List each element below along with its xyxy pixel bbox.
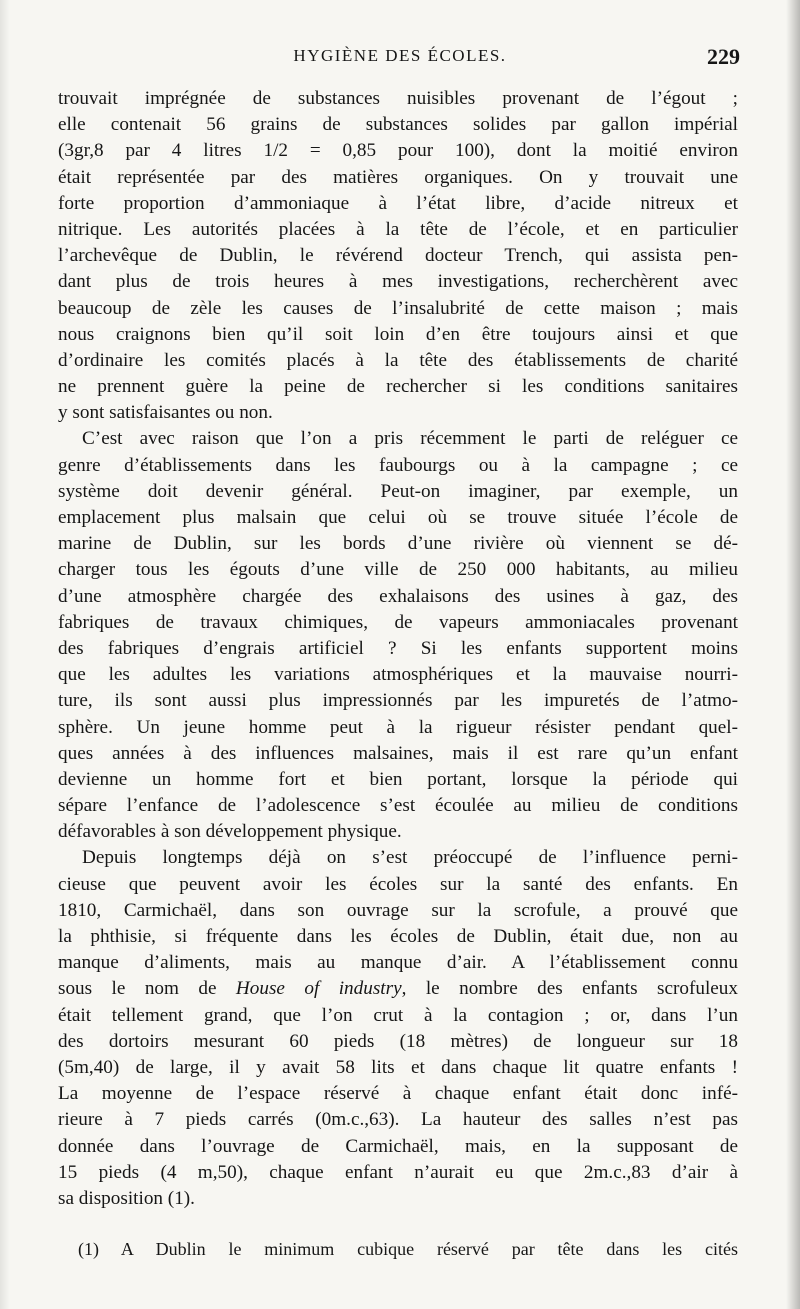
text-line: d’ordinaire les comités placés à la tête des établissements de charité	[58, 349, 738, 371]
text-line: donnée dans l’ouvrage de Carmichaël, mais, en la supposant de	[58, 1135, 738, 1157]
text-line: emplacement plus malsain que celui où se trouve située l’école de	[58, 507, 738, 528]
text-line: devienne un homme fort et bien portant, lorsque la période qui	[58, 768, 738, 790]
text-line: 15 pieds (4 m,50), chaque enfant n’aurait eu que 2m.c.,83 d’air à	[58, 1161, 738, 1183]
text-line: sphère. Un jeune homme peut à la rigueur résister pendant quel-	[58, 716, 738, 738]
text-line: forte proportion d’ammoniaque à l’état libre, d’acide nitreux et	[58, 192, 738, 214]
text-line: ture, ils sont aussi plus impressionnés par les impuretés de l’atmo-	[58, 690, 738, 712]
text-line: d’une atmosphère chargée des exhalaisons des usines à gaz, des	[58, 585, 738, 607]
text-line: C’est avec raison que l’on a pris récemment le parti de reléguer ce	[82, 428, 738, 450]
text-line: défavorables à son développement physique.	[58, 821, 402, 843]
text-line: fabriques de travaux chimiques, de vapeurs ammoniacales provenant	[58, 611, 738, 633]
text-line: était représentée par des matières organiques. On y trouvait une	[58, 166, 738, 188]
text-line: cieuse que peuvent avoir les écoles sur la santé des enfants. En	[58, 873, 738, 895]
text-line: sa disposition (1).	[58, 1187, 195, 1209]
text-line: était tellement grand, que l’on crut à la contagion ; or, dans l’un	[58, 1004, 738, 1026]
page-header	[60, 44, 740, 76]
text-line: nitrique. Les autorités placées à la tête de l’école, et en particulier	[58, 218, 738, 240]
text-line	[58, 976, 738, 1002]
text-fragment: , le nombre des enfants scrofuleux	[401, 978, 738, 1000]
text-line: genre d’établissements dans les faubourgs ou à la campagne ; ce	[58, 454, 738, 476]
text-line: charger tous les égouts d’une ville de 250 000 habitants, au milieu	[58, 559, 738, 581]
text-line: (3gr,8 par 4 litres 1/2 = 0,85 pour 100), dont la moitié environ	[58, 140, 738, 162]
text-line: nous craignons bien qu’il soit loin d’en être toujours ainsi et que	[58, 323, 738, 345]
text-line: beaucoup de zèle les causes de l’insalubrité de cette maison ; mais	[58, 297, 738, 319]
text-line: marine de Dublin, sur les bords d’une rivière où viennent se dé-	[58, 533, 738, 555]
text-line: La moyenne de l’espace réservé à chaque enfant était donc infé-	[58, 1083, 738, 1105]
text-line: sépare l’enfance de l’adolescence s’est écoulée au milieu de conditions	[58, 795, 738, 817]
text-line: trouvait imprégnée de substances nuisibles provenant de l’égout ;	[58, 88, 738, 109]
text-line: elle contenait 56 grains de substances solides par gallon impérial	[58, 114, 738, 136]
text-line: des fabriques d’engrais artificiel ? Si les enfants supportent moins	[58, 637, 738, 659]
running-title: HYGIÈNE DES ÉCOLES.	[293, 46, 507, 65]
text-line: ne prennent guère la peine de rechercher si les conditions sanitaires	[58, 376, 738, 398]
text-line: l’archevêque de Dublin, le révérend docteur Trench, qui assista pen-	[58, 245, 738, 267]
text-line: ques années à des influences malsaines, mais il est rare qu’un enfant	[58, 742, 738, 764]
text-line: la phthisie, si fréquente dans les écoles de Dublin, était due, non au	[58, 926, 738, 947]
page-edge-shadow	[786, 0, 800, 1309]
footnote	[78, 1236, 738, 1262]
text-line: Depuis longtemps déjà on s’est préoccupé de l’influence perni-	[82, 847, 738, 869]
text-line: manque d’aliments, mais au manque d’air. A l’établissement connu	[58, 952, 738, 974]
body-text	[58, 86, 738, 1212]
text-line: 1810, Carmichaël, dans son ouvrage sur la scrofule, a prouvé que	[58, 899, 738, 921]
text-line: rieure à 7 pieds carrés (0m.c.,63). La hauteur des salles n’est pas	[58, 1109, 738, 1131]
page-number: 229	[707, 44, 740, 69]
text-line: que les adultes les variations atmosphériques et la mauvaise nourri-	[58, 664, 738, 686]
text-fragment: sous le nom de	[58, 978, 236, 1000]
italic-title: House of industry	[235, 978, 402, 1000]
page-gutter-shadow	[0, 0, 10, 1309]
text-line: y sont satisfaisantes ou non.	[58, 402, 273, 424]
text-line: système doit devenir général. Peut-on imaginer, par exemple, un	[58, 480, 738, 502]
text-line: dant plus de trois heures à mes investigations, recherchèrent avec	[58, 271, 738, 293]
text-line: (5m,40) de large, il y avait 58 lits et dans chaque lit quatre enfants !	[58, 1056, 738, 1078]
footnote-line: (1) A Dublin le minimum cubique réservé par tête dans les cités	[78, 1239, 738, 1259]
text-line: des dortoirs mesurant 60 pieds (18 mètres) de longueur sur 18	[58, 1030, 738, 1052]
